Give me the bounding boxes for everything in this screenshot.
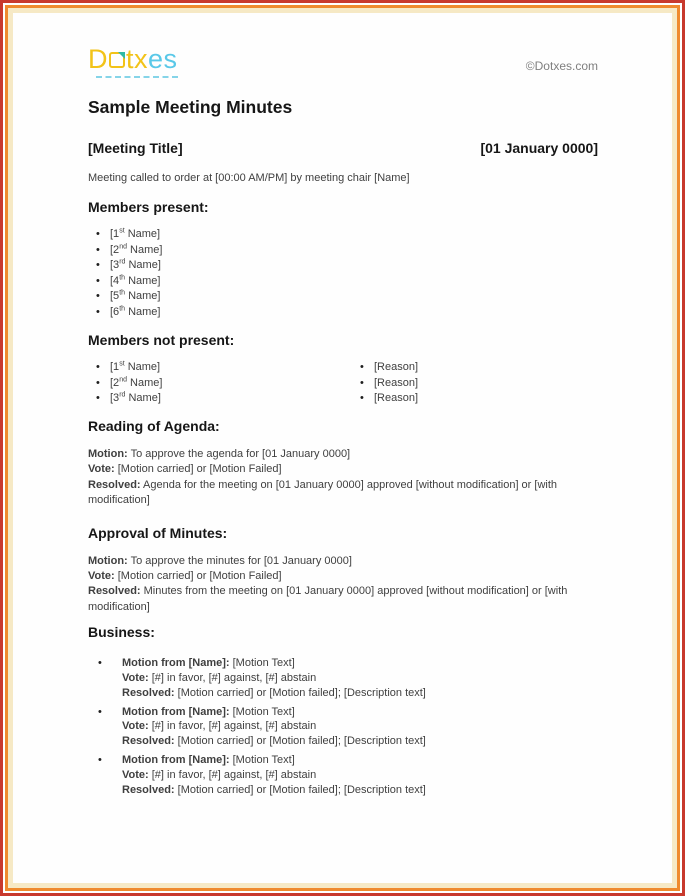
minutes-resolved-line: Resolved: Minutes from the meeting on [01 January 0000] approved [without modification] or [with modification] [88, 585, 568, 613]
logo-tagline-dashed-line [96, 76, 178, 78]
dotxes-document-icon [109, 52, 125, 68]
member-present-item: • [1st Name] [88, 227, 598, 243]
business-heading: Business: [88, 624, 155, 641]
document-title: Sample Meeting Minutes [88, 97, 293, 117]
members-not-present-heading: Members not present: [88, 332, 235, 349]
members-not-present-list [88, 360, 598, 407]
meeting-header-row [88, 140, 598, 157]
business-list [88, 656, 598, 797]
minutes-vote-line: Vote: [Motion carried] or [Motion Failed] [88, 569, 282, 582]
business-motion-line: • Motion from [Name]: [Motion Text] [122, 705, 295, 718]
approval-of-minutes-heading: Approval of Minutes: [88, 524, 228, 541]
dotxes-logo-text [88, 44, 178, 74]
business-item [88, 656, 598, 700]
member-present-item: • [4th Name] [88, 274, 598, 290]
business-vote-line: Vote: [#] in favor, [#] against, [#] abstain [122, 768, 317, 781]
logo-letters-es: es [148, 44, 178, 74]
member-name-item: • [2nd Name] [88, 376, 352, 392]
business-vote-line: Vote: [#] in favor, [#] against, [#] abstain [122, 720, 317, 733]
business-item [88, 753, 598, 797]
logo-letter-d: D [88, 44, 108, 74]
agenda-motion-line: Motion: To approve the agenda for [01 January 0000] [88, 447, 351, 460]
reading-of-agenda-paragraph [88, 447, 598, 509]
business-vote-line: Vote: [#] in favor, [#] against, [#] abstain [122, 671, 317, 684]
document-content [88, 46, 598, 801]
dotxes-logo [88, 46, 178, 78]
business-resolved-line: Resolved: [Motion carried] or [Motion failed]; [Description text] [122, 686, 426, 699]
member-present-item: • [5th Name] [88, 289, 598, 305]
business-motion-line: • Motion from [Name]: [Motion Text] [122, 657, 295, 670]
member-reason-item: • [Reason] [352, 376, 598, 392]
member-present-item: • [6th Name] [88, 305, 598, 321]
business-motion-line: • Motion from [Name]: [Motion Text] [122, 753, 295, 766]
members-not-present-names-column [88, 360, 352, 407]
minutes-motion-line: Motion: To approve the minutes for [01 January 0000] [88, 554, 352, 567]
logo-letters-tx: tx [126, 44, 149, 74]
meeting-title-placeholder: [Meeting Title] [88, 140, 183, 156]
business-resolved-line: Resolved: [Motion carried] or [Motion failed]; [Description text] [122, 783, 426, 796]
reading-of-agenda-heading: Reading of Agenda: [88, 417, 220, 434]
member-reason-item: • [Reason] [352, 360, 598, 376]
member-present-item: • [2nd Name] [88, 243, 598, 259]
approval-of-minutes-paragraph [88, 554, 598, 616]
called-to-order-line: Meeting called to order at [00:00 AM/PM] by meeting chair [Name] [88, 172, 410, 184]
meeting-date-placeholder: [01 January 0000] [480, 140, 598, 156]
business-resolved-line: Resolved: [Motion carried] or [Motion failed]; [Description text] [122, 735, 426, 748]
member-reason-item: • [Reason] [352, 391, 598, 407]
business-item [88, 705, 598, 749]
brand-row [88, 46, 598, 86]
member-name-item: • [1st Name] [88, 360, 352, 376]
agenda-resolved-line: Resolved: Agenda for the meeting on [01 January 0000] approved [without modification] or [with modification] [88, 478, 558, 507]
copyright-text: ©Dotxes.com [525, 59, 598, 73]
members-not-present-reasons-column [352, 360, 598, 407]
member-name-item: • [3rd Name] [88, 391, 352, 407]
members-present-heading: Members present: [88, 199, 209, 216]
member-present-item: • [3rd Name] [88, 258, 598, 274]
agenda-vote-line: Vote: [Motion carried] or [Motion Failed] [88, 463, 282, 476]
members-present-list [88, 227, 598, 320]
